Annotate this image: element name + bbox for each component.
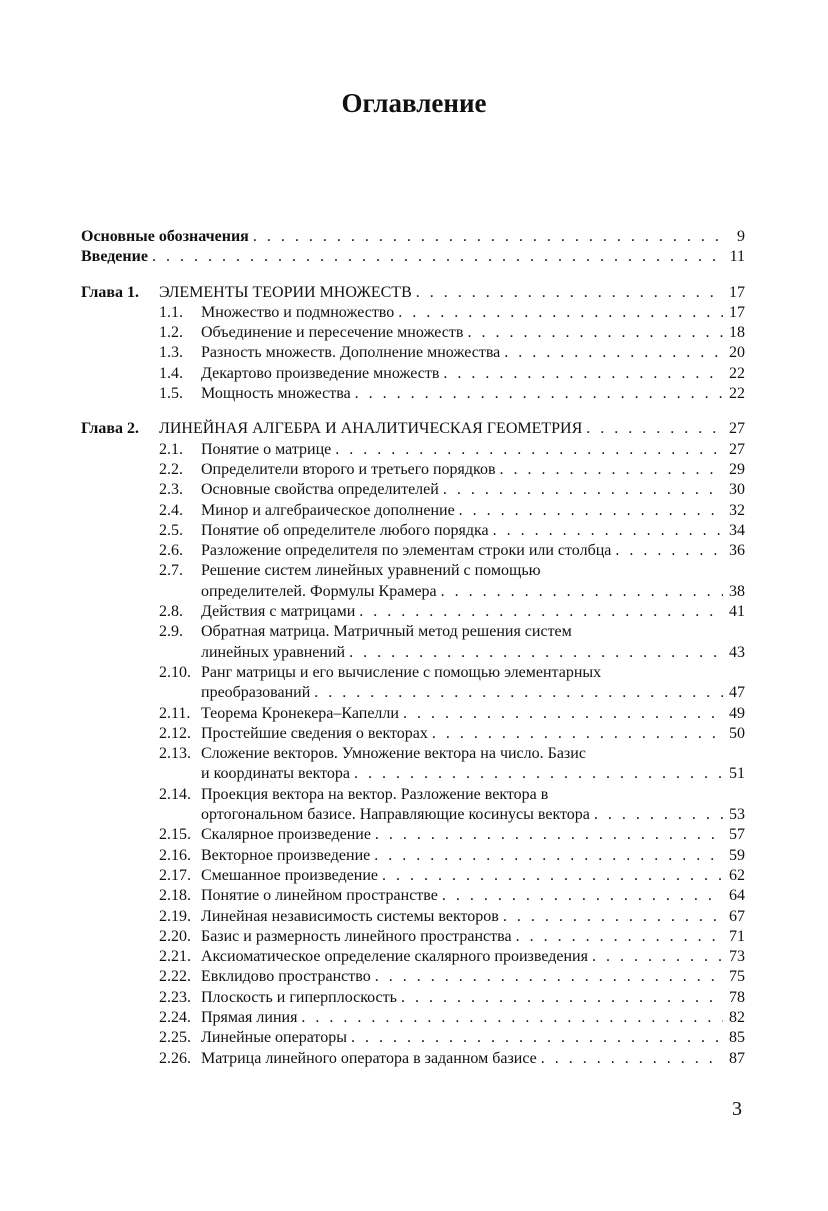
leader-dots [314,684,723,702]
leader-dots [416,284,723,302]
section-number: 2.18. [159,887,191,905]
leader-dots [355,385,723,403]
leader-dots [443,365,723,383]
section-page: 32 [729,501,745,519]
section-page: 87 [729,1049,745,1067]
toc-chapter[interactable] [81,284,745,304]
section-number: 2.20. [159,927,191,945]
toc-section[interactable] [81,1050,745,1070]
section-title: Основные свойства определителей [201,481,439,499]
toc-section[interactable] [81,705,745,725]
section-number: 2.17. [159,866,191,884]
section-page: 30 [729,481,745,499]
toc-section[interactable] [81,603,745,623]
toc-section-continuation[interactable] [81,644,745,664]
section-number: 2.24. [159,1008,191,1026]
leader-dots [443,481,723,499]
chapter-label: Глава 2. [81,420,139,438]
section-page: 85 [729,1029,745,1047]
leader-dots [493,522,723,540]
section-title: Теорема Кронекера–Капелли [201,704,399,722]
leader-dots [354,765,723,783]
leader-dots [504,344,723,362]
section-number: 1.3. [159,344,183,362]
section-page: 43 [729,643,745,661]
section-title: Простейшие сведения о векторах [201,724,428,742]
toc-section[interactable] [81,968,745,988]
section-page: 34 [729,521,745,539]
section-number: 2.10. [159,663,191,681]
section-title: Евклидово пространство [201,968,371,986]
toc-section[interactable] [81,989,745,1009]
toc-entry-page: 11 [729,248,745,266]
chapter-page: 27 [729,420,745,438]
section-title: Аксиоматическое определение скалярного произведения [201,948,588,966]
section-title: Линейная независимость системы векторов [201,907,499,925]
leader-dots [375,968,723,986]
section-number: 2.21. [159,948,191,966]
chapter-page: 17 [729,283,745,301]
toc-section[interactable] [81,542,745,562]
leader-dots [374,847,723,865]
section-page: 75 [729,968,745,986]
toc-section-continuation[interactable] [81,583,745,603]
section-title: Понятие о линейном пространстве [201,887,438,905]
section-page: 38 [729,582,745,600]
toc-section[interactable] [81,887,745,907]
section-page: 62 [729,866,745,884]
leader-dots [592,948,723,966]
section-number: 2.26. [159,1049,191,1067]
leader-dots [359,603,723,621]
chapter-label: Глава 1. [81,283,139,301]
section-number: 2.11. [159,704,191,722]
section-page: 73 [729,948,745,966]
section-title: Смешанное произведение [201,866,379,884]
section-number: 2.5. [159,521,183,539]
leader-dots [152,248,723,266]
section-page: 50 [729,724,745,742]
leader-dots [541,1050,723,1068]
leader-dots [615,542,723,560]
section-title: Декартово произведение множеств [201,364,440,382]
section-number: 2.16. [159,846,191,864]
toc-section[interactable] [81,385,745,405]
leader-dots [398,304,723,322]
section-page: 18 [729,324,745,342]
page-title: Оглавление [341,88,487,118]
section-number: 1.5. [159,385,183,403]
section-number: 2.14. [159,785,191,803]
leader-dots [432,725,723,743]
toc-section[interactable] [81,725,745,745]
toc-section[interactable] [81,745,745,765]
section-title: Прямая линия [201,1008,298,1026]
section-title: Определители второго и третьего порядков [201,460,496,478]
section-page: 49 [729,704,745,722]
section-number: 2.13. [159,745,191,763]
section-title: Скалярное произведение [201,826,371,844]
section-title: Матрица линейного оператора в заданном базисе [201,1049,537,1067]
section-number: 1.1. [159,303,183,321]
toc-chapter[interactable] [81,420,745,440]
section-title: Базис и размерность линейного пространства [201,927,512,945]
section-title: Действия с матрицами [201,603,356,621]
table-of-contents [81,228,745,1070]
section-title: Ранг матрицы и его вычисление с помощью элементарных [201,663,602,681]
section-number: 2.2. [159,460,183,478]
leader-dots [441,583,723,601]
section-title: и координаты вектора [201,765,351,783]
leader-dots [503,908,723,926]
section-page: 64 [729,887,745,905]
section-number: 2.6. [159,542,183,560]
section-page: 22 [729,364,745,382]
section-page: 51 [729,765,745,783]
section-title: Мощность множества [201,385,351,403]
section-page: 41 [729,603,745,621]
toc-section[interactable] [81,908,745,928]
section-page: 27 [729,440,745,458]
toc-section-continuation[interactable] [81,684,745,704]
section-title: Обратная матрица. Матричный метод решения систем [201,623,572,641]
toc-section[interactable] [81,786,745,806]
toc-entry-front[interactable] [81,248,745,268]
toc-section[interactable] [81,365,745,385]
section-number: 2.22. [159,968,191,986]
toc-section[interactable] [81,928,745,948]
leader-dots [467,324,723,342]
leader-dots [375,826,723,844]
section-page: 59 [729,846,745,864]
section-title: Минор и алгебраическое дополнение [201,501,455,519]
toc-section[interactable] [81,324,745,344]
section-number: 2.8. [159,603,183,621]
leader-dots [335,441,723,459]
section-title: преобразований [201,684,311,702]
leader-dots [500,461,723,479]
section-page: 22 [729,385,745,403]
leader-dots [459,502,723,520]
toc-section-continuation[interactable] [81,806,745,826]
toc-section[interactable] [81,1009,745,1029]
toc-section[interactable] [81,562,745,582]
leader-dots [253,228,723,246]
toc-section[interactable] [81,664,745,684]
section-title: Проекция вектора на вектор. Разложение вектора в [201,785,549,803]
toc-entry-title: Основные обозначения [81,228,249,245]
section-title: Сложение векторов. Умножение вектора на число. Базис [201,745,586,763]
toc-section[interactable] [81,481,745,501]
toc-section[interactable] [81,441,745,461]
toc-section[interactable] [81,623,745,643]
leader-dots [349,644,723,662]
section-title: Решение систем линейных уравнений с помощью [201,562,541,580]
section-title: Линейные операторы [201,1029,347,1047]
toc-section[interactable] [81,847,745,867]
toc-section[interactable] [81,522,745,542]
section-page: 67 [729,907,745,925]
section-page: 57 [729,826,745,844]
toc-entry-front[interactable] [81,228,745,248]
leader-dots [516,928,723,946]
leader-dots [442,887,723,905]
leader-dots [351,1029,723,1047]
leader-dots [594,806,723,824]
section-title: Множество и подмножество [201,303,395,321]
toc-section[interactable] [81,304,745,324]
toc-section[interactable] [81,461,745,481]
section-number: 2.19. [159,907,191,925]
leader-dots [301,1009,723,1027]
section-title: ортогональном базисе. Направляющие косинусы вектора [201,806,590,824]
section-title: Понятие об определителе любого порядка [201,521,489,539]
section-page: 17 [729,303,745,321]
leader-dots [382,867,723,885]
section-page: 82 [729,1008,745,1026]
section-page: 20 [729,344,745,362]
toc-section[interactable] [81,502,745,522]
chapter-title: ЭЛЕМЕНТЫ ТЕОРИИ МНОЖЕСТВ [159,283,412,301]
leader-dots [586,420,723,438]
toc-entry-title: Введение [81,248,148,266]
section-number: 1.4. [159,364,183,382]
section-number: 2.23. [159,988,191,1006]
section-title: линейных уравнений [201,643,346,661]
section-number: 1.2. [159,324,183,342]
section-page: 47 [729,684,745,702]
section-number: 2.9. [159,623,183,641]
section-title: Векторное произведение [201,846,371,864]
section-title: Разность множеств. Дополнение множества [201,344,501,362]
section-number: 2.7. [159,562,183,580]
page-number: 3 [732,1098,742,1120]
toc-section[interactable] [81,948,745,968]
section-page: 36 [729,542,745,560]
section-number: 2.4. [159,501,183,519]
section-number: 2.1. [159,440,183,458]
section-number: 2.3. [159,481,183,499]
section-page: 78 [729,988,745,1006]
toc-section[interactable] [81,1029,745,1049]
section-number: 2.12. [159,724,191,742]
toc-entry-page: 9 [737,228,745,245]
toc-section[interactable] [81,867,745,887]
leader-dots [401,989,723,1007]
toc-section[interactable] [81,826,745,846]
section-number: 2.25. [159,1029,191,1047]
section-title: Понятие о матрице [201,440,332,458]
section-page: 53 [729,806,745,824]
section-title: Объединение и пересечение множеств [201,324,464,342]
section-page: 29 [729,460,745,478]
chapter-title: ЛИНЕЙНАЯ АЛГЕБРА И АНАЛИТИЧЕСКАЯ ГЕОМЕТРИЯ [159,420,583,438]
section-title: Плоскость и гиперплоскость [201,988,397,1006]
leader-dots [403,705,723,723]
toc-section[interactable] [81,344,745,364]
toc-section-continuation[interactable] [81,765,745,785]
section-page: 71 [729,927,745,945]
section-number: 2.15. [159,826,191,844]
section-title: определителей. Формулы Крамера [201,582,437,600]
section-title: Разложение определителя по элементам строки или столбца [201,542,612,560]
